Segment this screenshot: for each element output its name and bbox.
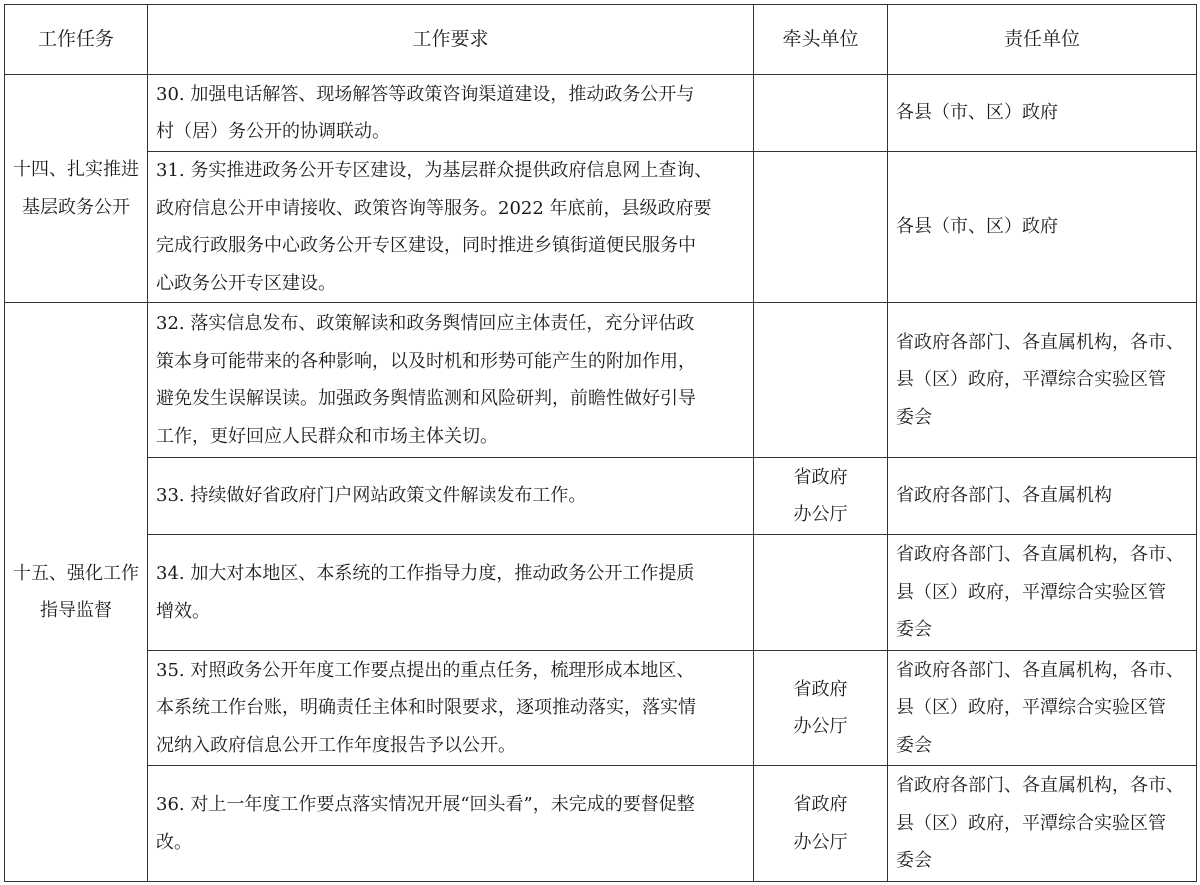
- lead-unit-cell: 省政府 办公厅: [754, 766, 888, 882]
- requirement-cell: 32. 落实信息发布、政策解读和政务舆情回应主体责任，充分评估政 策本身可能带来的各种影响，以及时机和形势可能产生的附加作用， 避免发生误解误读。加强政务舆情监测和风险研判，前瞻性做好引导 工作，更好回应人民群众和市场主体关切。: [148, 303, 754, 458]
- task-cell: 十五、强化工作 指导监督: [5, 303, 148, 882]
- requirement-cell: 31. 务实推进政务公开专区建设，为基层群众提供政府信息网上查询、 政府信息公开申请接收、政策咨询等服务。2022 年底前，县级政府要 完成行政服务中心政务公开专区建设，同时推进乡镇街道便民服务中 心政务公开专区建设。: [148, 152, 754, 303]
- responsible-unit-cell: 省政府各部门、各直属机构: [888, 458, 1197, 535]
- lead-unit-cell: 省政府 办公厅: [754, 458, 888, 535]
- responsible-unit-cell: 省政府各部门、各直属机构，各市、 县（区）政府，平潭综合实验区管 委会: [888, 766, 1197, 882]
- table-row: [5, 458, 1197, 535]
- work-tasks-table: [4, 4, 1197, 882]
- lead-unit-cell: [754, 303, 888, 458]
- table-row: [5, 766, 1197, 882]
- lead-unit-cell: [754, 75, 888, 152]
- table-row: [5, 75, 1197, 152]
- responsible-unit-cell: 省政府各部门、各直属机构，各市、 县（区）政府，平潭综合实验区管 委会: [888, 303, 1197, 458]
- header-row: [5, 5, 1197, 75]
- requirement-cell: 35. 对照政务公开年度工作要点提出的重点任务，梳理形成本地区、 本系统工作台账，明确责任主体和时限要求，逐项推动落实，落实情 况纳入政府信息公开工作年度报告予以公开。: [148, 651, 754, 766]
- responsible-unit-cell: 省政府各部门、各直属机构，各市、 县（区）政府，平潭综合实验区管 委会: [888, 651, 1197, 766]
- header-responsible-unit: 责任单位: [888, 5, 1197, 75]
- table-row: [5, 535, 1197, 651]
- header-task: 工作任务: [5, 5, 148, 75]
- requirement-cell: 30. 加强电话解答、现场解答等政策咨询渠道建设，推动政务公开与 村（居）务公开的协调联动。: [148, 75, 754, 152]
- header-requirement: 工作要求: [148, 5, 754, 75]
- lead-unit-cell: [754, 152, 888, 303]
- requirement-cell: 33. 持续做好省政府门户网站政策文件解读发布工作。: [148, 458, 754, 535]
- responsible-unit-cell: 各县（市、区）政府: [888, 75, 1197, 152]
- responsible-unit-cell: 省政府各部门、各直属机构，各市、 县（区）政府，平潭综合实验区管 委会: [888, 535, 1197, 651]
- task-cell: 十四、扎实推进 基层政务公开: [5, 75, 148, 303]
- responsible-unit-cell: 各县（市、区）政府: [888, 152, 1197, 303]
- table-row: [5, 152, 1197, 303]
- header-lead-unit: 牵头单位: [754, 5, 888, 75]
- table-row: [5, 651, 1197, 766]
- lead-unit-cell: [754, 535, 888, 651]
- lead-unit-cell: 省政府 办公厅: [754, 651, 888, 766]
- requirement-cell: 34. 加大对本地区、本系统的工作指导力度，推动政务公开工作提质 增效。: [148, 535, 754, 651]
- requirement-cell: 36. 对上一年度工作要点落实情况开展“回头看”，未完成的要督促整 改。: [148, 766, 754, 882]
- table-row: [5, 303, 1197, 458]
